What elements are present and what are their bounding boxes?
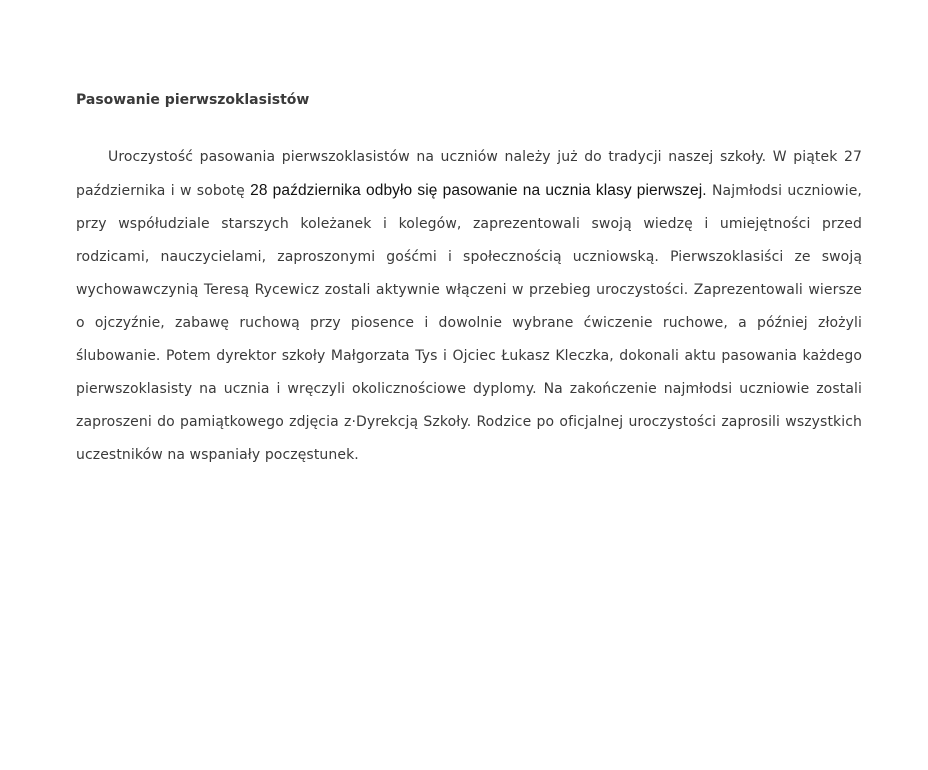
- paragraph-text-part3: Najmłodsi uczniowie, przy współudziale starszych koleżanek i kolegów, zaprezentowali swoją wiedzę i umiejętności przed rodzicami, nauczycielami, zaproszonymi gośćmi i społecznością uczniowską. Pierwszoklasiści ze swoją wychowawczynią Teresą Rycewicz zostali aktywnie włączeni w przebieg uroczystości. Zaprezentowali wiersze o ojczyźnie, zabawę ruchową przy piosence i dowolnie wybrane ćwiczenie ruchowe, a później złożyli ślubowanie. Potem dyrektor szkoły Małgorzata Tys i Ojciec Łukasz Kleczka, dokonali aktu pasowania każdego pierwszoklasisty na ucznia i wręczyli okolicznościowe dyplomy. Na zakończenie najmłodsi uczniowie zostali zaproszeni do pamiątkowego zdjęcia z·Dyrekcją Szkoły. Rodzice po oficjalnej uroczystości zaprosili wszystkich uczestników na wspaniały poczęstunek.: [76, 183, 862, 463]
- article-paragraph: [76, 141, 862, 472]
- article-title: Pasowanie pierwszoklasistów: [76, 92, 310, 108]
- paragraph-text-part2: 28 października odbyło się pasowanie na ucznia klasy pierwszej.: [250, 182, 707, 199]
- paragraph-text-part1: Uroczystość pasowania pierwszoklasistów na uczniów należy już do tradycji naszej szkoły. W piątek 27 października i w sobotę: [76, 149, 862, 199]
- document-page: [76, 89, 862, 472]
